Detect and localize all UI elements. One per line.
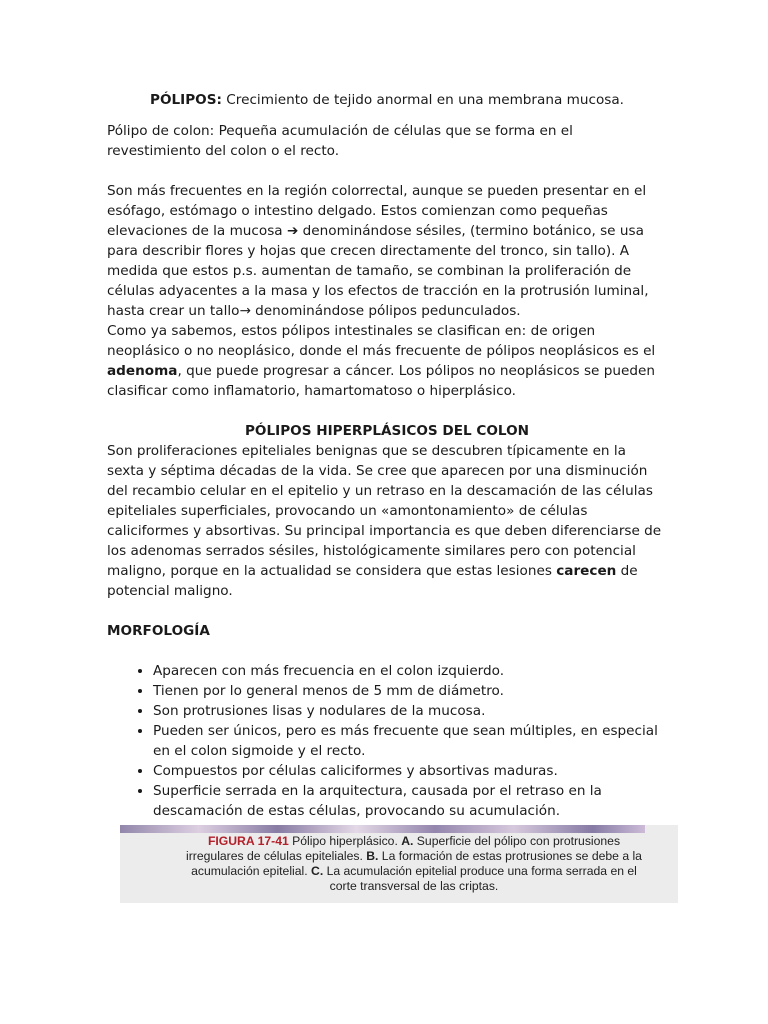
title-definition: Crecimiento de tejido anormal en una membrana mucosa. [221, 92, 625, 108]
figure-caption [184, 834, 644, 894]
figure-image-strip [120, 825, 645, 833]
term-carecen: carecen [556, 563, 617, 579]
clasificacion-text-start: Como ya sabemos, estos pólipos intestinales se clasifican en: de origen neoplásico o no neoplásico, donde el más frecuente de pólipos neoplásicos es el [107, 323, 656, 359]
list-item: • Son protrusiones lisas y nodulares de la mucosa. [153, 701, 667, 721]
caption-intro: Pólipo hiperplásico. [288, 834, 402, 848]
title-term: PÓLIPOS: [149, 92, 222, 108]
list-item: • Aparecen con más frecuencia en el colon izquierdo. [153, 661, 667, 681]
list-item: • Tienen por lo general menos de 5 mm de diámetro. [153, 681, 667, 701]
caption-part-a-label: A. [401, 834, 414, 848]
document-title [107, 90, 667, 110]
document-body [107, 90, 667, 821]
paragraph-frecuencia: Son más frecuentes en la región colorrectal, aunque se pueden presentar en el esófago, estómago o intestino delgado. Estos comienzan como pequeñas elevaciones de la mucosa ➔ denominándose sésiles, (termino botánico, se usa para describir flores y hojas que crecen directamente del tronco, sin tallo). A medida que estos p.s. aumentan de tamaño, se combinan la proliferación de células adyacentes a la masa y los efectos de tracción en la protrusión luminal, hasta crear un tallo→ denominándose pólipos pedunculados. [107, 183, 649, 319]
list-item: • Pueden ser únicos, pero es más frecuente que sean múltiples, en especial en el colon sigmoide y el recto. [153, 721, 667, 761]
list-item: • Compuestos por células caliciformes y absortivas maduras. [153, 761, 667, 781]
caption-part-b-label: B. [366, 849, 379, 863]
term-adenoma: adenoma [107, 363, 178, 379]
list-item: • Superficie serrada en la arquitectura, causada por el retraso en la descamación de estas células, provocando su acumulación. [153, 781, 667, 821]
caption-part-b: La formación de estas protrusiones se debe a la acumulación epitelial. [191, 849, 642, 878]
paragraph-proliferaciones [107, 441, 667, 601]
heading-polipos-hiperplasicos: PÓLIPOS HIPERPLÁSICOS DEL COLON [244, 423, 530, 439]
caption-part-c-label: C. [311, 864, 324, 878]
paragraph-colon-definition: Pólipo de colon: Pequeña acumulación de células que se forma en el revestimiento del colon o el recto. [107, 123, 573, 159]
figure-label: FIGURA 17-41 [207, 834, 289, 848]
proliferaciones-text-start: Son proliferaciones epiteliales benignas que se descubren típicamente en la sexta y séptima décadas de la vida. Se cree que aparecen por una disminución del recambio celular en el epitelio y un retraso en la descamación de las células epiteliales superficiales, provocando un «amontonamiento» de células caliciformes y absortivas. Su principal importancia es que deben diferenciarse de los adenomas serrados sésiles, histológicamente similares pero con potencial maligno, porque en la actualidad se considera que estas lesiones [107, 443, 662, 579]
caption-part-c: La acumulación epitelial produce una forma serrada en el corte transversal de las criptas. [323, 864, 637, 893]
clasificacion-text-end: , que puede progresar a cáncer. Los pólipos no neoplásicos se pueden clasificar como inflamatorio, hamartomatoso o hiperplásico. [107, 363, 655, 399]
morfologia-list [107, 661, 667, 821]
heading-morfologia: MORFOLOGÍA [107, 623, 210, 639]
paragraph-clasificacion [107, 321, 667, 401]
figure-box [120, 825, 678, 903]
caption-part-a: Superficie del pólipo con protrusiones irregulares de células epiteliales. [186, 834, 621, 863]
proliferaciones-text-end: de potencial maligno. [107, 563, 638, 599]
